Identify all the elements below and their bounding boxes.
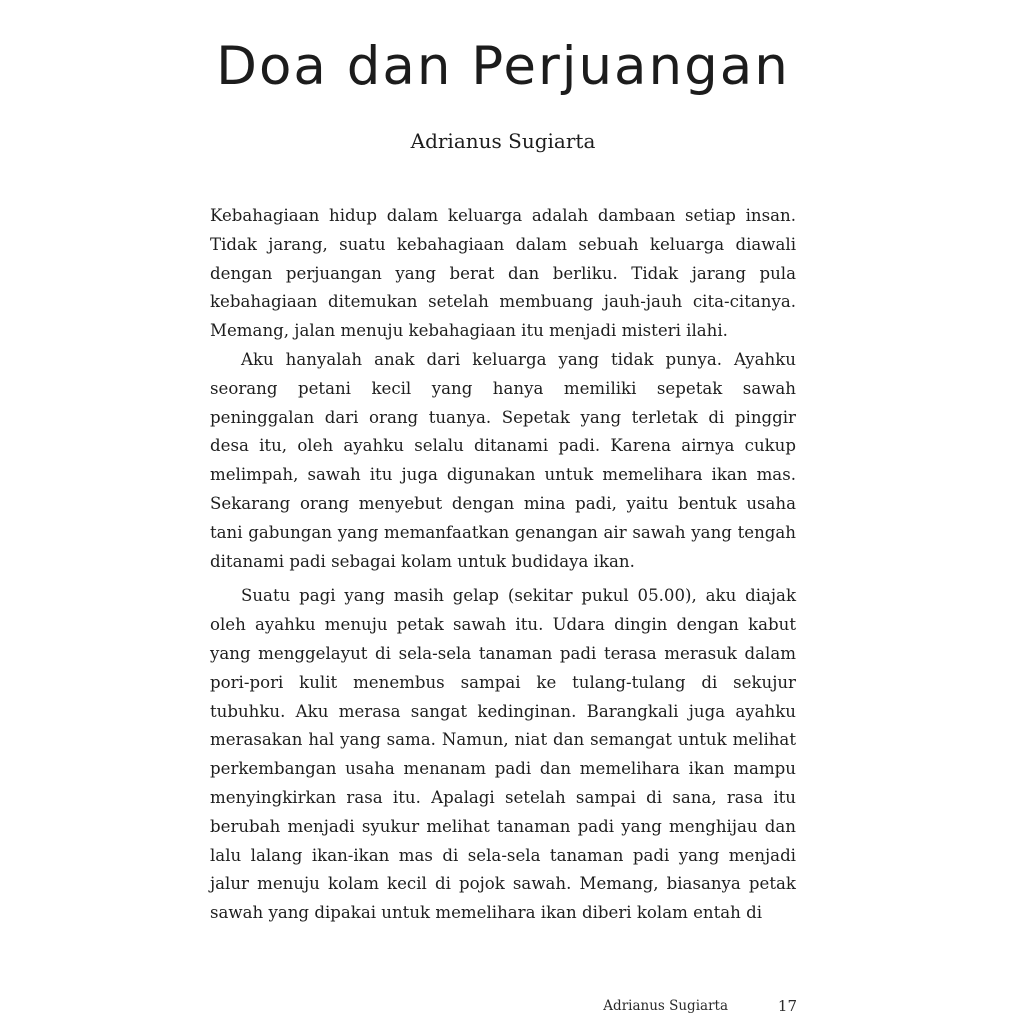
page-number: 17	[777, 997, 797, 1015]
paragraph-2: Aku hanyalah anak dari keluarga yang tidak punya. Ayahku seorang petani kecil yang hanya memiliki sepetak sawah peninggalan dari orang tuanya. Sepetak yang terletak di pinggir desa itu, oleh ayahku selalu ditanami padi. Karena airnya cukup melimpah, sawah itu juga digunakan untuk memelihara ikan mas. Sekarang orang menyebut dengan mina padi, yaitu bentuk usaha tani gabungan yang memanfaatkan genangan air sawah yang tengah ditanami padi sebagai kolam untuk budidaya ikan.	[210, 349, 796, 571]
paragraph-3: Suatu pagi yang masih gelap (sekitar pukul 05.00), aku diajak oleh ayahku menuju petak sawah itu. Udara dingin dengan kabut yang menggelayut di sela-sela tanaman padi terasa merasuk dalam pori-pori kulit menembus sampai ke tulang-tulang di sekujur tubuhku. Aku merasa sangat kedinginan. Barangkali juga ayahku merasakan hal yang sama. Namun, niat dan semangat untuk melihat perkembangan usaha menanam padi dan memelihara ikan mampu menyingkirkan rasa itu. Apalagi setelah sampai di sana, rasa itu berubah menjadi syukur melihat tanaman padi yang menghijau dan lalu lalang ikan-ikan mas di sela-sela tanaman padi yang menjadi jalur menuju kolam kecil di pojok sawah. Memang, biasanya petak sawah yang dipakai untuk memelihara ikan diberi kolam entah di	[210, 586, 796, 923]
chapter-author: Adrianus Sugiarta	[410, 129, 596, 153]
chapter-body	[210, 202, 796, 928]
paragraph-1: Kebahagiaan hidup dalam keluarga adalah dambaan setiap insan. Tidak jarang, suatu kebahagiaan dalam sebuah keluarga diawali dengan perjuangan yang berat dan berliku. Tidak jarang pula kebahagiaan ditemukan setelah membuang jauh-jauh cita-citanya. Memang, jalan menuju kebahagiaan itu menjadi misteri ilahi.	[210, 206, 796, 341]
chapter-title: Doa dan Perjuangan	[216, 36, 790, 97]
running-head: Adrianus Sugiarta	[603, 998, 728, 1014]
page-footer	[0, 996, 1024, 1020]
